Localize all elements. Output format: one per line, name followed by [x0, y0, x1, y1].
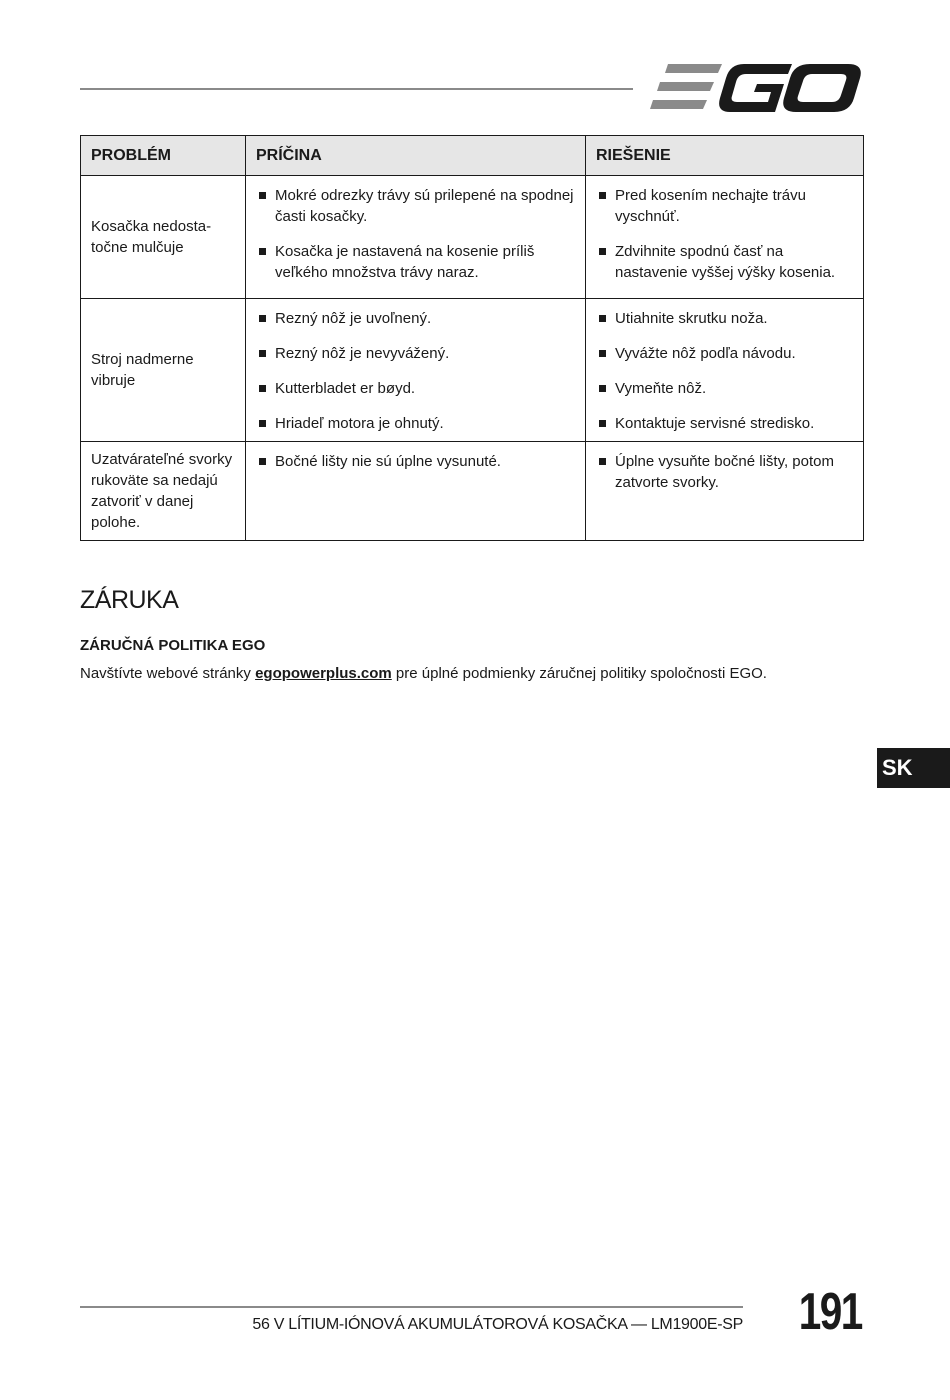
troubleshooting-table — [80, 135, 864, 541]
bullet-square-icon — [259, 385, 266, 392]
cause-cell — [246, 299, 586, 442]
warranty-text: Navštívte webové stránky egopowerplus.com pre úplné podmienky záručnej politiky spoločnosti EGO. — [80, 665, 767, 682]
cause-item: Kosačka je nastavená na kosenie príliš veľkého množstva trávy naraz. — [256, 241, 575, 283]
cause-item: Rezný nôž je nevyvážený. — [256, 343, 575, 364]
cause-item: Rezný nôž je uvoľnený. — [256, 308, 575, 329]
bullet-square-icon — [599, 458, 606, 465]
solution-item: Zdvihnite spodnú časť na nastavenie vyššej výšky kosenia. — [596, 241, 853, 283]
solution-item: Vyvážte nôž podľa návodu. — [596, 343, 853, 364]
footer-rule — [80, 1306, 743, 1308]
page-number: 191 — [799, 1283, 862, 1341]
language-tab: SK — [877, 748, 950, 788]
table-header-row — [81, 136, 864, 176]
bullet-square-icon — [259, 192, 266, 199]
solution-cell — [586, 176, 864, 299]
table-row — [81, 176, 864, 299]
solution-item: Vymeňte nôž. — [596, 378, 853, 399]
table-row — [81, 299, 864, 442]
header-problem: PROBLÉM — [81, 136, 246, 176]
cause-cell — [246, 176, 586, 299]
bullet-square-icon — [259, 248, 266, 255]
solution-item: Úplne vysuňte bočné lišty, potom zatvorte svorky. — [596, 451, 853, 493]
solution-cell — [586, 442, 864, 541]
website-link[interactable]: egopowerplus.com — [255, 665, 392, 682]
solution-item: Utiahnite skrutku noža. — [596, 308, 853, 329]
bullet-square-icon — [599, 192, 606, 199]
bullet-square-icon — [259, 458, 266, 465]
solution-item: Pred kosením nechajte trávu vyschnúť. — [596, 185, 853, 227]
bullet-square-icon — [599, 315, 606, 322]
header-rule — [80, 88, 633, 90]
bullet-square-icon — [259, 350, 266, 357]
bullet-square-icon — [599, 385, 606, 392]
cause-item: Bočné lišty nie sú úplne vysunuté. — [256, 451, 575, 472]
problem-cell: Uzatvárateľné svorky rukoväte sa nedajú zatvoriť v danej polohe. — [81, 442, 246, 541]
solution-item: Kontaktuje servisné stredisko. — [596, 413, 853, 434]
problem-cell: Kosačka nedosta-točne mulčuje — [81, 176, 246, 299]
cause-cell — [246, 442, 586, 541]
table-row — [81, 442, 864, 541]
warranty-heading: ZÁRUKA — [80, 586, 179, 614]
header-solution: RIEŠENIE — [586, 136, 864, 176]
footer-title: 56 V LÍTIUM-IÓNOVÁ AKUMULÁTOROVÁ KOSAČKA — LM1900E-SP — [252, 1316, 743, 1333]
bullet-square-icon — [599, 248, 606, 255]
bullet-square-icon — [599, 420, 606, 427]
cause-item: Mokré odrezky trávy sú prilepené na spodnej časti kosačky. — [256, 185, 575, 227]
solution-cell — [586, 299, 864, 442]
ego-logo — [650, 62, 862, 114]
cause-item: Kutterbladet er bøyd. — [256, 378, 575, 399]
problem-cell: Stroj nadmerne vibruje — [81, 299, 246, 442]
bullet-square-icon — [259, 315, 266, 322]
bullet-square-icon — [599, 350, 606, 357]
bullet-square-icon — [259, 420, 266, 427]
cause-item: Hriadeľ motora je ohnutý. — [256, 413, 575, 434]
header-cause: PRÍČINA — [246, 136, 586, 176]
warranty-policy-subheading: ZÁRUČNÁ POLITIKA EGO — [80, 637, 266, 654]
